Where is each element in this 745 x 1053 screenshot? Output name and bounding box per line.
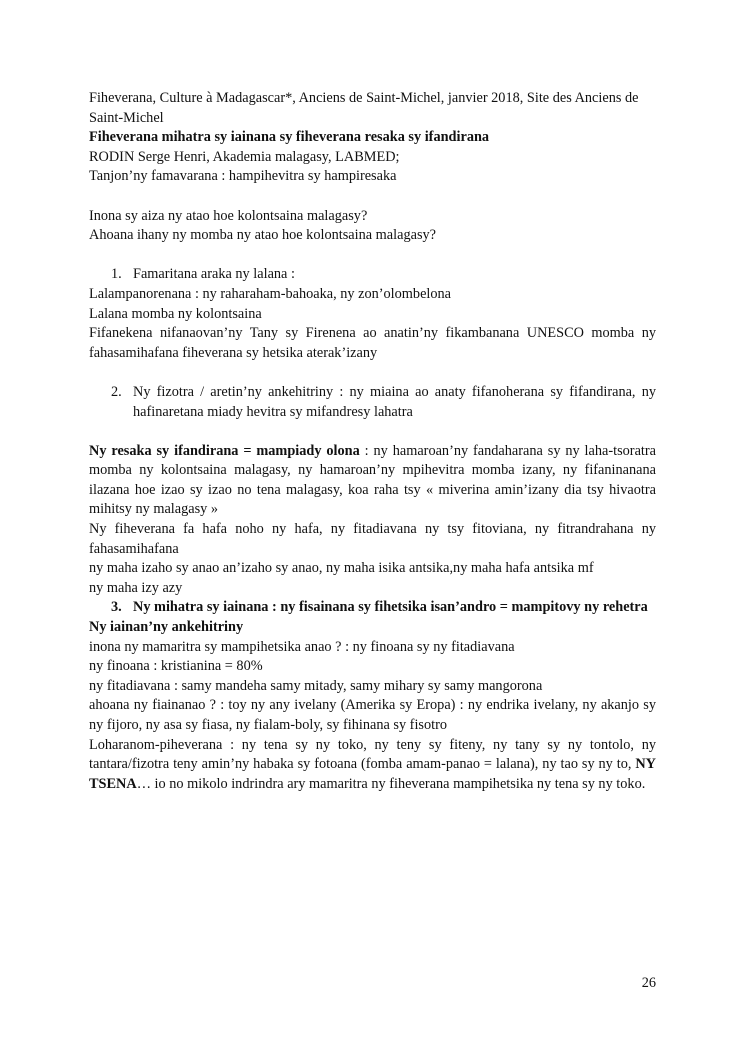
section-1-line: Fifanekena nifanaovan’ny Tany sy Firenena ao anatin’ny fikambanana UNESCO momba ny fahasamihafana fiheverana sy hetsika aterak’izany (89, 325, 656, 361)
section-1-line: Lalampanorenana : ny raharaham-bahoaka, ny zon’olombelona (89, 285, 452, 302)
resaka-text: : ny hamaroan’ny fandaharana sy ny laha-tsoratra momba ny kolontsaina malagasy, ny hamaroan’ny mpihevitra momba izany, ny fifaninanana ilazana hoe izao sy izao no tena malagasy, koa raha tsy « miverina amin’izany dia tsy hivaotra mihitsy ny malagasy » (89, 442, 656, 518)
section-2-title: Ny fizotra / aretin’ny ankehitriny : ny miaina ao anaty fifanoherana sy fifandirana, ny hafinaretana miady hevitra sy mifandresy lahatra (133, 383, 656, 420)
resaka-line-3: ny maha izaho sy anao an’izaho sy anao, ny maha isika antsika,ny maha hafa antsika mf (89, 560, 594, 577)
spacer (89, 187, 656, 207)
document-title: Fiheverana mihatra sy iainana sy fiheverana resaka sy ifandirana (89, 129, 490, 146)
question-1: Inona sy aiza ny atao hoe kolontsaina malagasy? (89, 207, 368, 224)
page-number: 26 (641, 975, 656, 991)
section-3-heading (89, 598, 656, 618)
resaka-line-2: Ny fiheverana fa hafa noho ny hafa, ny fitadiavana ny tsy fitoviana, ny fitrandrahana ny fahasamihafana (89, 521, 656, 557)
iainana-line: ny fitadiavana : samy mandeha samy mitady, samy mihary sy samy mangorona (89, 677, 543, 694)
resaka-bold-lead: Ny resaka sy ifandirana = mampiady olona (89, 442, 360, 459)
loharanom-paragraph (89, 736, 656, 795)
section-2-number: 2. (111, 383, 122, 400)
section-1-title: Famaritana araka ny lalana : (133, 266, 295, 283)
section-3-number: 3. (111, 599, 122, 616)
section-3-title: Ny mihatra sy iainana : ny fisainana sy fihetsika isan’andro = mampitovy ny rehetra (133, 599, 648, 616)
iainana-line: inona ny mamaritra sy mampihetsika anao ? : ny finoana sy ny fitadiavana (89, 638, 515, 655)
iainana-line: ny finoana : kristianina = 80% (89, 658, 263, 675)
loharanom-bold: NY TSENA (89, 756, 656, 792)
source-line: Fiheverana, Culture à Madagascar*, Anciens de Saint-Michel, janvier 2018, Site des Anciens de Saint-Michel (89, 90, 639, 126)
section-2-heading (89, 383, 656, 422)
section-1-heading (89, 265, 656, 285)
section-1-number: 1. (111, 266, 122, 283)
resaka-paragraph (89, 442, 656, 520)
section-1-line: Lalana momba ny kolontsaina (89, 305, 262, 322)
iainana-line: ahoana ny fiainanao ? : toy ny any ivelany (Amerika sy Eropa) : ny endrika ivelany, ny akanjo sy ny fijoro, ny asa sy fiasa, ny fialam-boly, sy fihinana sy fisotro (89, 697, 656, 733)
loharanom-end: … io no mikolo indrindra ary mamaritra ny fiheverana mampihetsika ny tena sy ny toko. (136, 775, 646, 792)
spacer (89, 422, 656, 442)
author-line: RODIN Serge Henri, Akademia malagasy, LABMED; (89, 148, 400, 165)
spacer (89, 246, 656, 266)
iainana-heading: Ny iainan’ny ankehitriny (89, 619, 244, 636)
spacer (89, 363, 656, 383)
document-page (89, 89, 656, 794)
question-2: Ahoana ihany ny momba ny atao hoe kolontsaina malagasy? (89, 227, 436, 244)
objective-line: Tanjon’ny famavarana : hampihevitra sy hampiresaka (89, 168, 397, 185)
resaka-line-4: ny maha izy azy (89, 579, 183, 596)
loharanom-text: Loharanom-piheverana : ny tena sy ny toko, ny teny sy fiteny, ny tany sy ny tontolo, ny tantara/fizotra teny amin’ny habaka sy fotoana (fomba amam-panao = lalana), ny tao sy ny to, (89, 736, 656, 773)
